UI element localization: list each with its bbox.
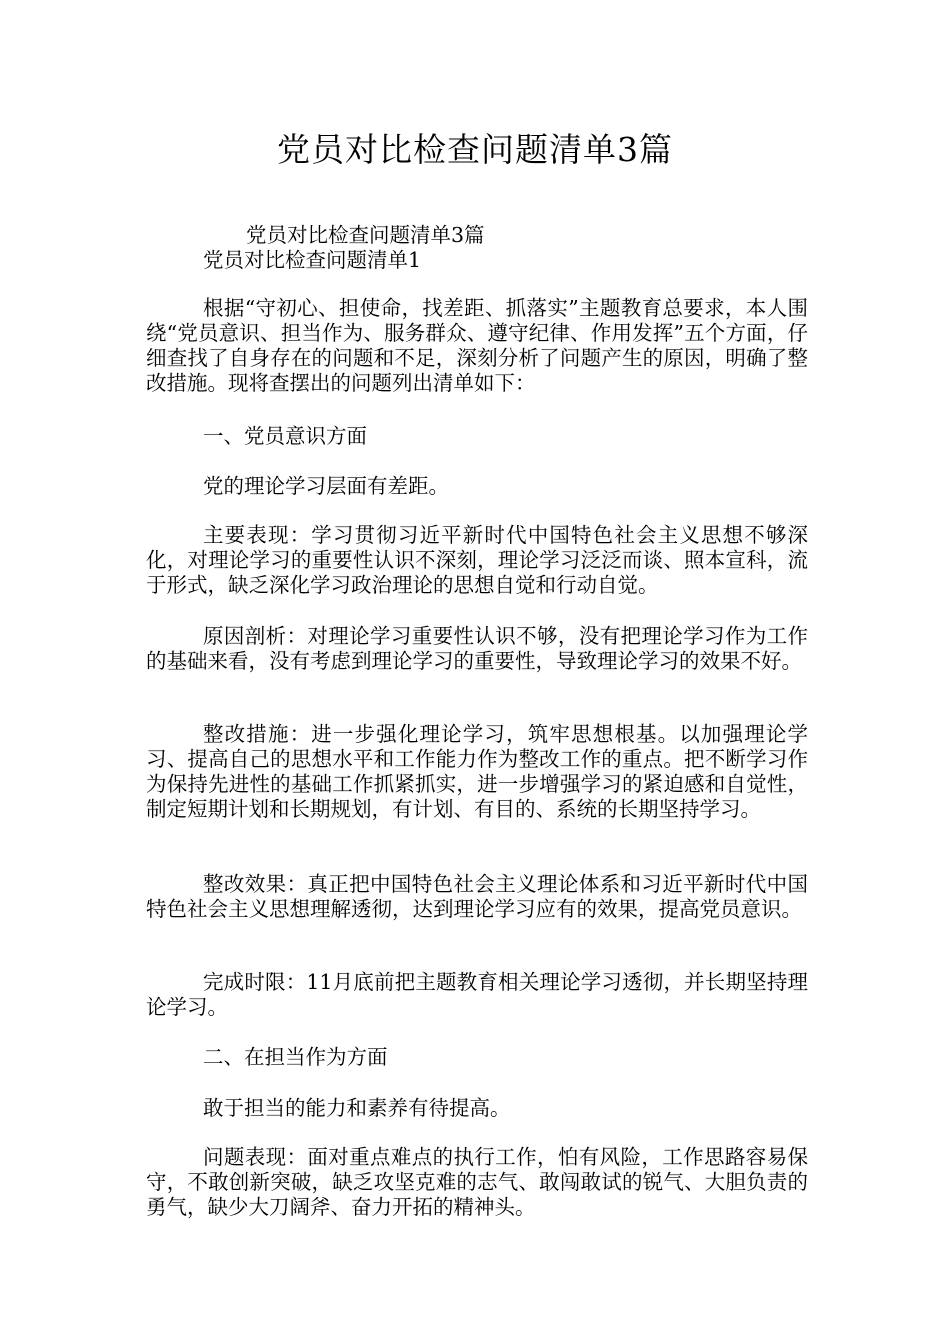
paragraph-main-manifestation: 主要表现：学习贯彻习近平新时代中国特色社会主义思想不够深化，对理论学习的重要性认识不深刻，理论学习泛泛而谈、照本宣科，流于形式，缺乏深化学习政治理论的思想自觉和行动自觉。 — [146, 523, 808, 597]
paragraph-theory-gap: 党的理论学习层面有差距。 — [203, 474, 449, 498]
paragraph-rectification-measures: 整改措施：进一步强化理论学习，筑牢思想根基。以加强理论学习、提高自己的思想水平和工作能力作为整改工作的重点。把不断学习作为保持先进性的基础工作抓紧抓实，进一步增强学习的紧迫感和自觉性，制定短期计划和长期规划，有计划、有目的、系统的长期坚持学习。 — [146, 722, 808, 821]
document-title: 党员对比检查问题清单3篇 — [277, 130, 673, 169]
heading-party-awareness: 一、党员意识方面 — [203, 424, 367, 448]
paragraph-intro: 根据“守初心、担使命，找差距、抓落实”主题教育总要求，本人围绕“党员意识、担当作为、服务群众、遵守纪律、作用发挥”五个方面，仔细查找了自身存在的问题和不足，深刻分析了问题产生的原因，明确了整改措施。现将查摆出的问题列出清单如下： — [146, 296, 808, 395]
paragraph-responsibility-gap: 敢于担当的能力和素养有待提高。 — [203, 1096, 511, 1120]
subtitle: 党员对比检查问题清单3篇 — [246, 223, 485, 247]
paragraph-rectification-effect: 整改效果：真正把中国特色社会主义理论体系和习近平新时代中国特色社会主义思想理解透彻，达到理论学习应有的效果，提高党员意识。 — [146, 872, 808, 921]
paragraph-deadline: 完成时限：11月底前把主题教育相关理论学习透彻，并长期坚持理论学习。 — [146, 970, 808, 1019]
paragraph-problem-manifestation: 问题表现：面对重点难点的执行工作，怕有风险，工作思路容易保守，不敢创新突破，缺乏攻坚克难的志气、敢闯敢试的锐气、大胆负责的勇气，缺少大刀阔斧、奋力开拓的精神头。 — [146, 1145, 808, 1219]
paragraph-cause-analysis: 原因剖析：对理论学习重要性认识不够，没有把理论学习作为工作的基础来看，没有考虑到理论学习的重要性，导致理论学习的效果不好。 — [146, 624, 808, 673]
section-heading-1: 党员对比检查问题清单1 — [203, 248, 422, 272]
heading-responsibility: 二、在担当作为方面 — [203, 1045, 388, 1069]
